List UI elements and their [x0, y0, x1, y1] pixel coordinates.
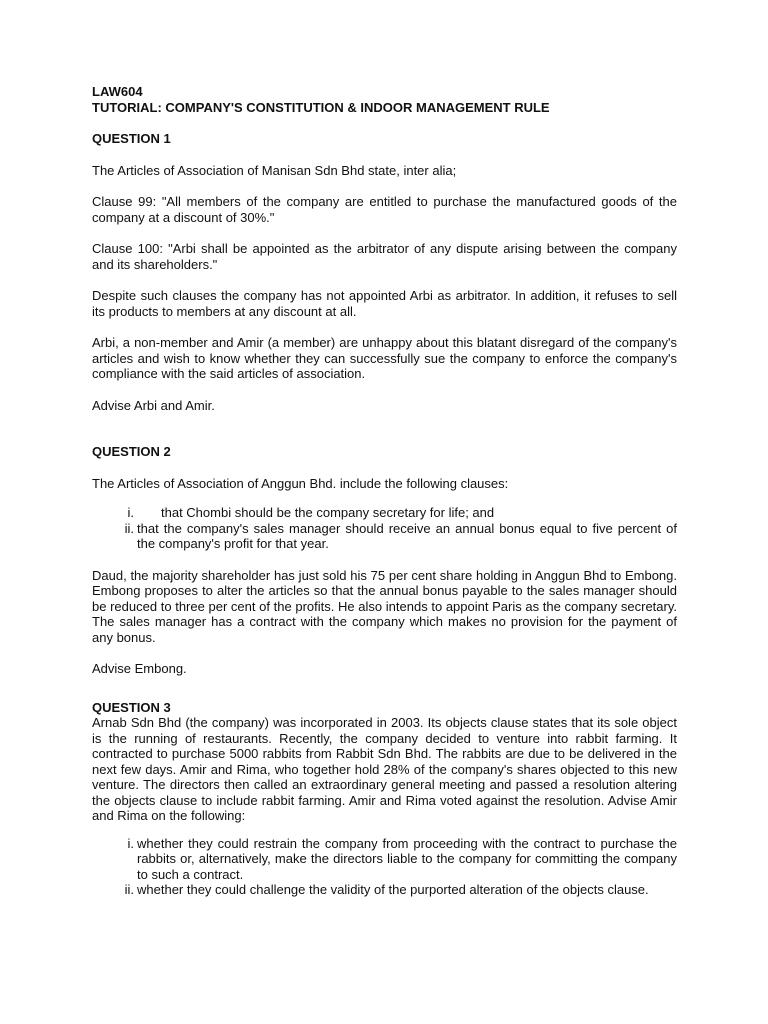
q3-advice-list [92, 836, 677, 898]
list-item [92, 836, 677, 883]
q1-clause-99: Clause 99: "All members of the company are entitled to purchase the manufactured goods of the company at a discount of 30%." [92, 194, 677, 225]
list-item-number: i. [127, 835, 134, 851]
course-code: LAW604 [92, 84, 143, 99]
list-item-number: ii. [124, 882, 134, 897]
q2-advise: Advise Embong. [92, 661, 187, 676]
q1-heading: QUESTION 1 [92, 131, 171, 146]
q1-intro: The Articles of Association of Manisan Sdn Bhd state, inter alia; [92, 162, 457, 178]
q3-body: Arnab Sdn Bhd (the company) was incorporated in 2003. Its objects clause states that its sole object is the running of restaurants. Recently, the company decided to venture into rabbit farming. It contracted to purchase 5000 rabbits from Rabbit Sdn Bhd. The rabbits are due to be delivered in the next few days. Amir and Rima, who together hold 28% of the company's shares objected to this new venture. The directors then called an extraordinary general meeting and passed a resolution altering the objects clause to include rabbit farming. Amir and Rima voted against the resolution. Advise Amir and Rima on the following: [92, 715, 677, 823]
q3-heading: QUESTION 3 [92, 699, 171, 715]
document-page [92, 84, 677, 898]
q1-arbi-amir: Arbi, a non-member and Amir (a member) are unhappy about this blatant disregard of the company's articles and wish to know whether they can successfully sue the company to enforce the company's compliance with the said articles of association. [92, 335, 677, 381]
list-item [92, 505, 677, 521]
q2-clause-list [92, 505, 677, 552]
q1-despite: Despite such clauses the company has not appointed Arbi as arbitrator. In addition, it refuses to sell its products to members at any discount at all. [92, 288, 677, 319]
tutorial-title: TUTORIAL: COMPANY'S CONSTITUTION & INDOOR MANAGEMENT RULE [92, 99, 550, 115]
q2-heading: QUESTION 2 [92, 444, 171, 459]
list-item-number: ii. [124, 520, 134, 536]
q1-clause-100: Clause 100: "Arbi shall be appointed as the arbitrator of any dispute arising between the company and its shareholders." [92, 241, 677, 272]
list-item-text: whether they could challenge the validity of the purported alteration of the objects clause. [137, 882, 649, 897]
list-item-number: i. [127, 505, 134, 520]
list-item [92, 882, 677, 898]
list-item-text: that the company's sales manager should receive an annual bonus equal to five percent of the company's profit for that year. [137, 520, 677, 551]
list-item-text: whether they could restrain the company from proceeding with the contract to purchase the rabbits or, alternatively, make the directors liable to the company for committing the company to such a contract. [137, 835, 677, 882]
list-item [92, 521, 677, 552]
q2-intro: The Articles of Association of Anggun Bhd. include the following clauses: [92, 475, 509, 491]
list-item-text: that Chombi should be the company secretary for life; and [161, 505, 495, 520]
q1-advise: Advise Arbi and Amir. [92, 397, 215, 413]
q2-daud: Daud, the majority shareholder has just sold his 75 per cent share holding in Anggun Bhd to Embong. Embong proposes to alter the articles so that the annual bonus payable to the sales manager should be reduced to three per cent of the profits. He also intends to appoint Paris as the company secretary. The sales manager has a contract with the company which makes no provision for the payment of any bonus. [92, 567, 677, 645]
